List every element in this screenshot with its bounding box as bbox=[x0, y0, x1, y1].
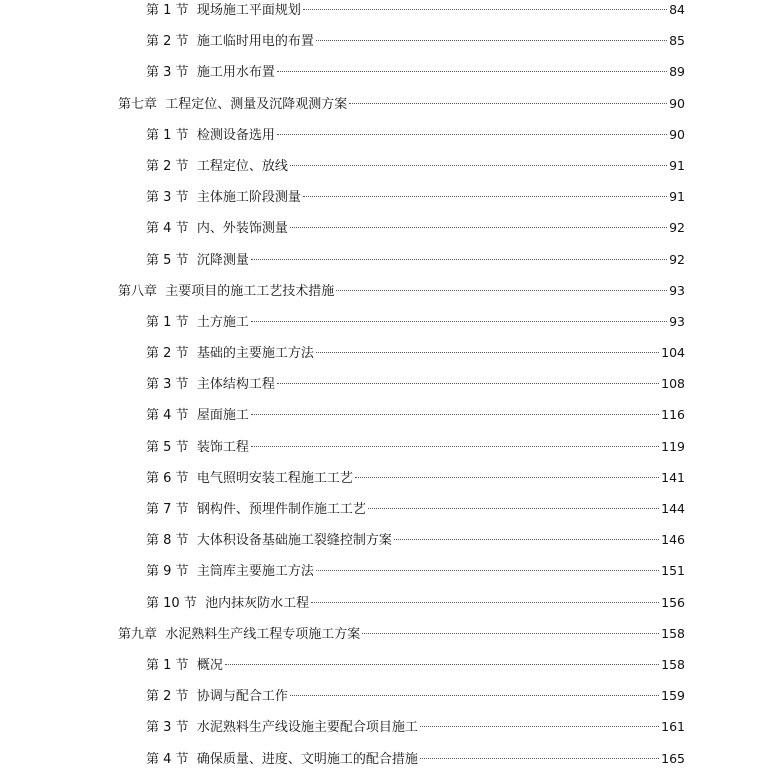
toc-entry-number: 第 2 节 bbox=[146, 346, 189, 362]
toc-entry-number: 第 4 节 bbox=[146, 751, 189, 767]
toc-entry-heading bbox=[146, 57, 275, 88]
dot-leader bbox=[316, 40, 667, 41]
toc-entry-title: 协调与配合工作 bbox=[196, 689, 288, 705]
toc-entry-title: 主筒库主要施工方法 bbox=[196, 564, 314, 580]
toc-entry-line bbox=[146, 368, 685, 399]
toc-page-number: 156 bbox=[661, 594, 685, 610]
toc-chapter-entry[interactable] bbox=[0, 618, 780, 649]
dot-leader bbox=[311, 602, 659, 603]
toc-page-number: 84 bbox=[669, 2, 685, 17]
toc-page-number: 119 bbox=[661, 438, 685, 454]
toc-entry-heading bbox=[146, 307, 249, 338]
toc-entry-number: 第 7 节 bbox=[146, 502, 189, 517]
toc-entry-title: 主要项目的施工工艺技术措施 bbox=[165, 283, 335, 299]
toc-section-entry[interactable] bbox=[0, 399, 780, 430]
toc-entry-heading bbox=[118, 619, 360, 650]
dot-leader bbox=[336, 290, 667, 291]
toc-section-entry[interactable] bbox=[0, 368, 780, 399]
toc-entry-number: 第 2 节 bbox=[146, 689, 189, 705]
toc-section-entry[interactable] bbox=[0, 711, 780, 742]
toc-page-number: 158 bbox=[661, 656, 685, 672]
toc-entry-line bbox=[146, 711, 685, 742]
toc-entry-title: 主体结构工程 bbox=[196, 377, 275, 393]
dot-leader bbox=[251, 414, 659, 415]
dot-leader bbox=[225, 664, 659, 665]
toc-page-number: 91 bbox=[669, 189, 685, 205]
toc-entry-line bbox=[146, 587, 685, 618]
toc-page-number: 141 bbox=[661, 469, 685, 485]
toc-entry-heading bbox=[146, 744, 418, 775]
toc-entry-line bbox=[146, 680, 685, 711]
toc-entry-number: 第 4 节 bbox=[146, 221, 189, 237]
toc-entry-title: 基础的主要施工方法 bbox=[196, 346, 314, 362]
toc-entry-number: 第 5 节 bbox=[146, 439, 189, 455]
dot-leader bbox=[316, 352, 659, 353]
toc-entry-heading bbox=[146, 151, 288, 182]
toc-entry-title: 主体施工阶段测量 bbox=[196, 190, 301, 206]
toc-entry-title: 施工临时用电的布置 bbox=[196, 34, 314, 50]
toc-entry-title: 施工用水布置 bbox=[196, 65, 275, 81]
toc-entry-line bbox=[146, 649, 685, 680]
toc-chapter-entry[interactable] bbox=[0, 88, 780, 119]
toc-entry-gap bbox=[189, 346, 197, 361]
toc-section-entry[interactable] bbox=[0, 150, 780, 181]
toc-section-entry[interactable] bbox=[0, 649, 780, 680]
toc-entry-gap bbox=[189, 3, 197, 18]
dot-leader bbox=[290, 227, 667, 228]
dot-leader bbox=[303, 9, 667, 10]
toc-entry-gap bbox=[189, 689, 197, 704]
toc-entry-gap bbox=[189, 502, 197, 517]
toc-entry-line bbox=[146, 119, 685, 150]
toc-entry-gap bbox=[189, 65, 197, 80]
toc-page-number: 93 bbox=[669, 313, 685, 329]
toc-entry-line bbox=[146, 462, 685, 493]
toc-entry-gap bbox=[189, 720, 197, 735]
dot-leader bbox=[303, 196, 667, 197]
toc-entry-gap bbox=[189, 377, 197, 392]
toc-entry-heading bbox=[146, 338, 314, 369]
toc-entry-title: 水泥熟料生产线设施主要配合项目施工 bbox=[196, 720, 418, 736]
toc-entry-heading bbox=[146, 588, 309, 619]
toc-entry-gap bbox=[189, 752, 197, 767]
toc-entry-number: 第 10 节 bbox=[146, 595, 197, 611]
toc-entry-heading bbox=[146, 712, 418, 743]
toc-entry-title: 概况 bbox=[196, 657, 223, 673]
toc-page-number: 93 bbox=[669, 282, 685, 298]
toc-entry-title: 确保质量、进度、文明施工的配合措施 bbox=[196, 751, 418, 767]
toc-entry-heading bbox=[146, 400, 249, 431]
toc-section-entry[interactable] bbox=[0, 25, 780, 56]
toc-entry-number: 第 8 节 bbox=[146, 533, 189, 549]
toc-page-number: 85 bbox=[669, 33, 685, 49]
toc-entry-number: 第八章 bbox=[118, 283, 158, 299]
toc-entry-line bbox=[146, 743, 685, 774]
toc-entry-title: 检测设备选用 bbox=[196, 127, 275, 143]
toc-section-entry[interactable] bbox=[0, 0, 780, 25]
toc-entry-gap bbox=[189, 658, 197, 673]
toc-entry-line bbox=[146, 399, 685, 430]
toc-page-number: 89 bbox=[669, 64, 685, 80]
dot-leader bbox=[251, 446, 659, 447]
toc-section-entry[interactable] bbox=[0, 181, 780, 212]
toc-entry-number: 第 6 节 bbox=[146, 470, 189, 486]
toc-entry-heading bbox=[146, 494, 366, 525]
toc-section-entry[interactable] bbox=[0, 462, 780, 493]
toc-entry-number: 第 1 节 bbox=[146, 127, 189, 143]
toc-entry-heading bbox=[118, 276, 334, 307]
dot-leader bbox=[420, 726, 659, 727]
toc-section-entry[interactable] bbox=[0, 743, 780, 774]
dot-leader bbox=[394, 539, 659, 540]
dot-leader bbox=[349, 103, 667, 104]
toc-entry-title: 装饰工程 bbox=[196, 439, 249, 455]
toc-entry-line bbox=[146, 337, 685, 368]
toc-page-number: 104 bbox=[661, 345, 685, 361]
toc-entry-title: 电气照明安装工程施工工艺 bbox=[196, 470, 353, 486]
toc-entry-heading bbox=[146, 463, 353, 494]
toc-section-entry[interactable] bbox=[0, 587, 780, 618]
toc-entry-number: 第 1 节 bbox=[146, 657, 189, 673]
toc-entry-title: 大体积设备基础施工裂缝控制方案 bbox=[196, 533, 392, 549]
dot-leader bbox=[362, 633, 659, 634]
toc-page-number: 159 bbox=[661, 688, 685, 704]
toc-entry-number: 第 2 节 bbox=[146, 158, 189, 174]
toc-page-number: 158 bbox=[661, 625, 685, 641]
dot-leader bbox=[251, 259, 667, 260]
dot-leader bbox=[420, 758, 659, 759]
dot-leader bbox=[355, 477, 659, 478]
toc-entry-heading bbox=[146, 26, 314, 57]
toc-entry-gap bbox=[189, 315, 197, 330]
toc-entry-line bbox=[146, 56, 685, 87]
toc-entry-line bbox=[146, 306, 685, 337]
toc-entry-number: 第 5 节 bbox=[146, 252, 189, 268]
toc-entry-number: 第七章 bbox=[118, 96, 158, 112]
toc-entry-gap bbox=[189, 190, 197, 205]
toc-section-entry[interactable] bbox=[0, 56, 780, 87]
toc-entry-heading bbox=[146, 556, 314, 587]
toc-section-entry[interactable] bbox=[0, 524, 780, 555]
toc-section-entry[interactable] bbox=[0, 119, 780, 150]
dot-leader bbox=[277, 71, 667, 72]
toc-page-number: 144 bbox=[661, 501, 685, 516]
toc-entry-heading bbox=[146, 525, 392, 556]
toc-entry-gap bbox=[189, 533, 197, 548]
toc-page-number: 116 bbox=[661, 407, 685, 423]
toc-entry-gap bbox=[189, 564, 197, 579]
toc-entry-gap bbox=[189, 34, 197, 49]
toc-page-number: 146 bbox=[661, 532, 685, 548]
toc-entry-title: 工程定位、测量及沉降观测方案 bbox=[165, 96, 348, 112]
toc-entry-heading bbox=[146, 369, 275, 400]
toc-entry-number: 第九章 bbox=[118, 626, 158, 642]
toc-entry-heading bbox=[146, 182, 301, 213]
toc-entry-line bbox=[146, 244, 685, 275]
dot-leader bbox=[368, 508, 659, 509]
toc-entry-heading bbox=[146, 213, 288, 244]
toc-entry-number: 第 1 节 bbox=[146, 314, 189, 330]
dot-leader bbox=[277, 134, 667, 135]
toc-entry-line bbox=[146, 212, 685, 243]
toc-section-entry[interactable] bbox=[0, 555, 780, 586]
toc-entry-title: 屋面施工 bbox=[196, 408, 249, 424]
toc-section-entry[interactable] bbox=[0, 212, 780, 243]
toc-entry-gap bbox=[189, 253, 197, 268]
toc-entry-gap bbox=[189, 159, 197, 174]
toc-page-number: 90 bbox=[669, 126, 685, 142]
dot-leader bbox=[290, 165, 667, 166]
toc-entry-number: 第 3 节 bbox=[146, 720, 189, 736]
toc-entry-number: 第 3 节 bbox=[146, 65, 189, 81]
toc-entry-title: 水泥熟料生产线工程专项施工方案 bbox=[165, 626, 361, 642]
toc-entry-title: 内、外装饰测量 bbox=[196, 221, 288, 237]
toc-entry-line bbox=[146, 555, 685, 586]
toc-entry-line bbox=[118, 275, 685, 306]
toc-entry-gap bbox=[189, 408, 197, 423]
dot-leader bbox=[316, 570, 659, 571]
toc-entry-title: 工程定位、放线 bbox=[196, 158, 288, 174]
toc-entry-line bbox=[118, 618, 685, 649]
toc-entry-title: 池内抹灰防水工程 bbox=[205, 595, 310, 611]
toc-chapter-entry[interactable] bbox=[0, 275, 780, 306]
toc-entry-heading bbox=[146, 650, 223, 681]
toc-section-entry[interactable] bbox=[0, 244, 780, 275]
toc-entry-line bbox=[146, 493, 685, 524]
toc-entry-gap bbox=[189, 440, 197, 455]
toc-entry-number: 第 9 节 bbox=[146, 564, 189, 580]
toc-entry-heading bbox=[146, 0, 301, 26]
toc-entry-number: 第 4 节 bbox=[146, 408, 189, 424]
toc-page-number: 91 bbox=[669, 157, 685, 173]
toc-section-entry[interactable] bbox=[0, 337, 780, 368]
toc-entry-gap bbox=[189, 471, 197, 486]
toc-entry-heading bbox=[118, 89, 347, 120]
toc-page-number: 165 bbox=[661, 750, 685, 766]
toc-entry-heading bbox=[146, 681, 288, 712]
toc-entry-line bbox=[146, 181, 685, 212]
toc-section-entry[interactable] bbox=[0, 680, 780, 711]
toc-entry-number: 第 3 节 bbox=[146, 377, 189, 393]
dot-leader bbox=[251, 321, 667, 322]
toc-entry-line bbox=[146, 0, 685, 25]
toc-entry-title: 现场施工平面规划 bbox=[196, 3, 301, 18]
toc-entry-line bbox=[118, 88, 685, 119]
toc-entry-line bbox=[146, 150, 685, 181]
dot-leader bbox=[277, 383, 659, 384]
toc-entry-title: 土方施工 bbox=[196, 314, 249, 330]
toc-page-number: 161 bbox=[661, 719, 685, 735]
toc-section-entry[interactable] bbox=[0, 431, 780, 462]
toc-entry-title: 沉降测量 bbox=[196, 252, 249, 268]
toc-section-entry[interactable] bbox=[0, 493, 780, 524]
toc-entry-gap bbox=[189, 221, 197, 236]
toc-entry-line bbox=[146, 524, 685, 555]
dot-leader bbox=[290, 695, 659, 696]
toc-entry-heading bbox=[146, 245, 249, 276]
toc-page-number: 151 bbox=[661, 563, 685, 579]
toc-page-number: 90 bbox=[669, 95, 685, 111]
toc-page-number: 92 bbox=[669, 220, 685, 236]
toc-entry-number: 第 2 节 bbox=[146, 34, 189, 50]
toc-entry-line bbox=[146, 431, 685, 462]
toc-entry-number: 第 3 节 bbox=[146, 190, 189, 206]
toc-entry-heading bbox=[146, 120, 275, 151]
toc-page-number: 92 bbox=[669, 251, 685, 267]
toc-page-number: 108 bbox=[661, 376, 685, 392]
toc-entry-title: 钢构件、预埋件制作施工工艺 bbox=[196, 502, 366, 517]
toc-entry-heading bbox=[146, 432, 249, 463]
toc-entry-gap bbox=[197, 596, 205, 611]
toc-section-entry[interactable] bbox=[0, 306, 780, 337]
toc-entry-line bbox=[146, 25, 685, 56]
toc-entry-number: 第 1 节 bbox=[146, 3, 189, 18]
toc-entry-gap bbox=[189, 128, 197, 143]
